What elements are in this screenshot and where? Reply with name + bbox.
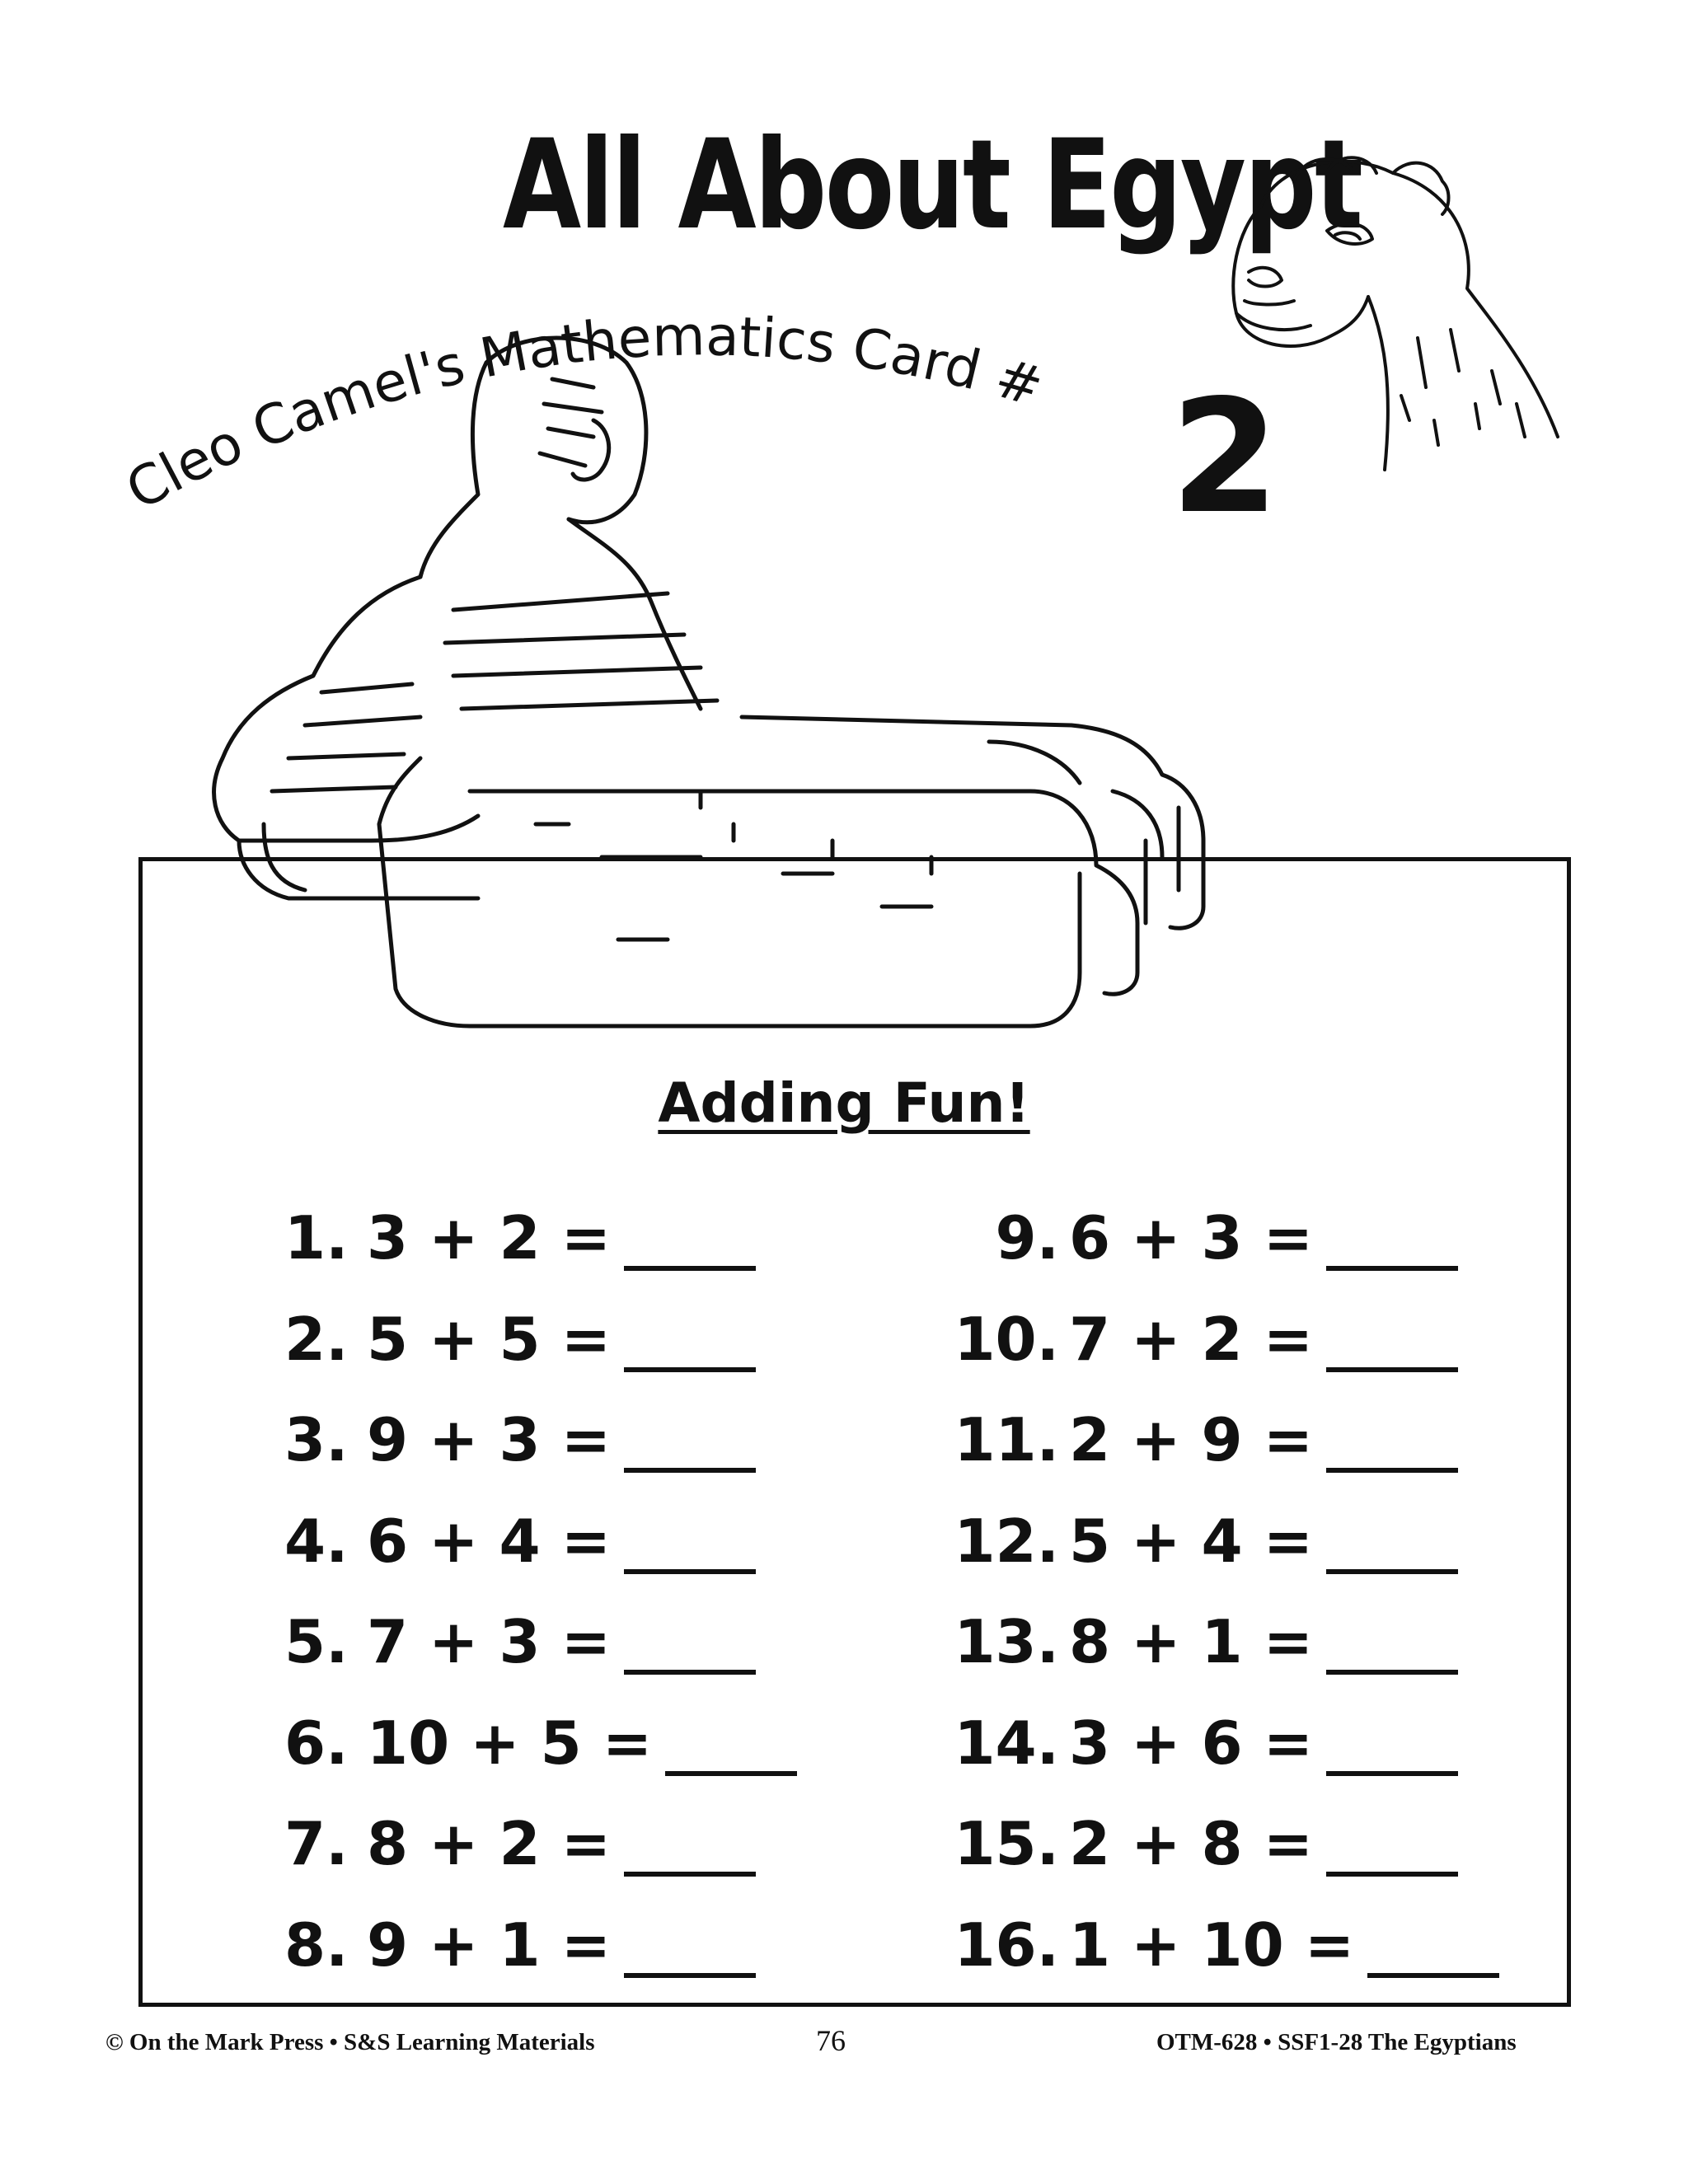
problem-row bbox=[952, 1912, 1499, 1978]
answer-blank[interactable] bbox=[1326, 1620, 1458, 1675]
problem-row bbox=[284, 1710, 797, 1776]
problem-number: 12. bbox=[954, 1506, 1059, 1576]
problem-number: 4. bbox=[284, 1506, 349, 1576]
problem-number: 1. bbox=[284, 1203, 349, 1272]
problem-row bbox=[952, 1205, 1499, 1271]
problem-row bbox=[284, 1811, 797, 1877]
footer-series: OTM-628 • SSF1-28 The Egyptians bbox=[1156, 2029, 1517, 2055]
problem-expression: 5 + 4 = bbox=[1069, 1506, 1314, 1576]
answer-blank[interactable] bbox=[665, 1722, 797, 1776]
problem-number: 16. bbox=[954, 1910, 1059, 1980]
problem-expression: 9 + 1 = bbox=[367, 1910, 612, 1980]
problem-expression: 1 + 10 = bbox=[1069, 1910, 1355, 1980]
problem-row bbox=[284, 1205, 797, 1271]
answer-blank[interactable] bbox=[1326, 1318, 1458, 1372]
problem-expression: 6 + 3 = bbox=[1069, 1203, 1314, 1272]
answer-blank[interactable] bbox=[1367, 1924, 1499, 1978]
answer-blank[interactable] bbox=[624, 1620, 756, 1675]
problem-number: 15. bbox=[954, 1809, 1059, 1878]
answer-blank[interactable] bbox=[1326, 1418, 1458, 1473]
problem-number: 3. bbox=[284, 1405, 349, 1474]
problem-number: 7. bbox=[284, 1809, 349, 1878]
problem-number: 2. bbox=[284, 1304, 349, 1374]
problem-expression: 7 + 3 = bbox=[367, 1607, 612, 1676]
answer-blank[interactable] bbox=[624, 1822, 756, 1877]
problem-row bbox=[952, 1710, 1499, 1776]
problem-row bbox=[952, 1609, 1499, 1675]
problem-number: 5. bbox=[284, 1607, 349, 1676]
problem-row bbox=[952, 1508, 1499, 1574]
problem-row bbox=[284, 1508, 797, 1574]
problem-expression: 5 + 5 = bbox=[367, 1304, 612, 1374]
answer-blank[interactable] bbox=[1326, 1822, 1458, 1877]
answer-blank[interactable] bbox=[624, 1924, 756, 1978]
problem-row bbox=[952, 1407, 1499, 1473]
problem-number: 14. bbox=[954, 1708, 1059, 1778]
answer-blank[interactable] bbox=[624, 1418, 756, 1473]
problem-number: 11. bbox=[954, 1405, 1059, 1474]
problem-row bbox=[952, 1306, 1499, 1372]
problem-number: 13. bbox=[954, 1607, 1059, 1676]
answer-blank[interactable] bbox=[1326, 1520, 1458, 1574]
answer-blank[interactable] bbox=[1326, 1722, 1458, 1776]
answer-blank[interactable] bbox=[624, 1216, 756, 1271]
problem-column-right bbox=[952, 1205, 1499, 2013]
problem-row bbox=[284, 1407, 797, 1473]
answer-blank[interactable] bbox=[624, 1318, 756, 1372]
problem-number: 6. bbox=[284, 1708, 349, 1778]
answer-blank[interactable] bbox=[1326, 1216, 1458, 1271]
page-title: All About Egypt bbox=[503, 114, 1362, 257]
problem-row bbox=[284, 1609, 797, 1675]
problem-row bbox=[952, 1811, 1499, 1877]
card-number: 2 bbox=[1170, 366, 1280, 548]
card-heading-text: Cleo Camel's Mathematics Card # bbox=[115, 304, 1050, 523]
problem-expression: 2 + 8 = bbox=[1069, 1809, 1314, 1878]
problem-number: 10. bbox=[954, 1304, 1059, 1374]
problem-number: 9. bbox=[995, 1203, 1059, 1272]
problem-expression: 8 + 1 = bbox=[1069, 1607, 1314, 1676]
problem-row bbox=[284, 1912, 797, 1978]
problem-column-left bbox=[284, 1205, 797, 2013]
problem-expression: 6 + 4 = bbox=[367, 1506, 612, 1576]
problem-expression: 7 + 2 = bbox=[1069, 1304, 1314, 1374]
page-number: 76 bbox=[816, 2024, 846, 2057]
problem-number: 8. bbox=[284, 1910, 349, 1980]
answer-blank[interactable] bbox=[624, 1520, 756, 1574]
problem-row bbox=[284, 1306, 797, 1372]
problem-expression: 3 + 6 = bbox=[1069, 1708, 1314, 1778]
problem-expression: 8 + 2 = bbox=[367, 1809, 612, 1878]
footer-copyright: © On the Mark Press • S&S Learning Materials bbox=[106, 2029, 595, 2055]
problem-expression: 3 + 2 = bbox=[367, 1203, 612, 1272]
problem-expression: 9 + 3 = bbox=[367, 1405, 612, 1474]
problem-expression: 2 + 9 = bbox=[1069, 1405, 1314, 1474]
problem-expression: 10 + 5 = bbox=[367, 1708, 653, 1778]
worksheet-subtitle: Adding Fun! bbox=[658, 1071, 1030, 1135]
